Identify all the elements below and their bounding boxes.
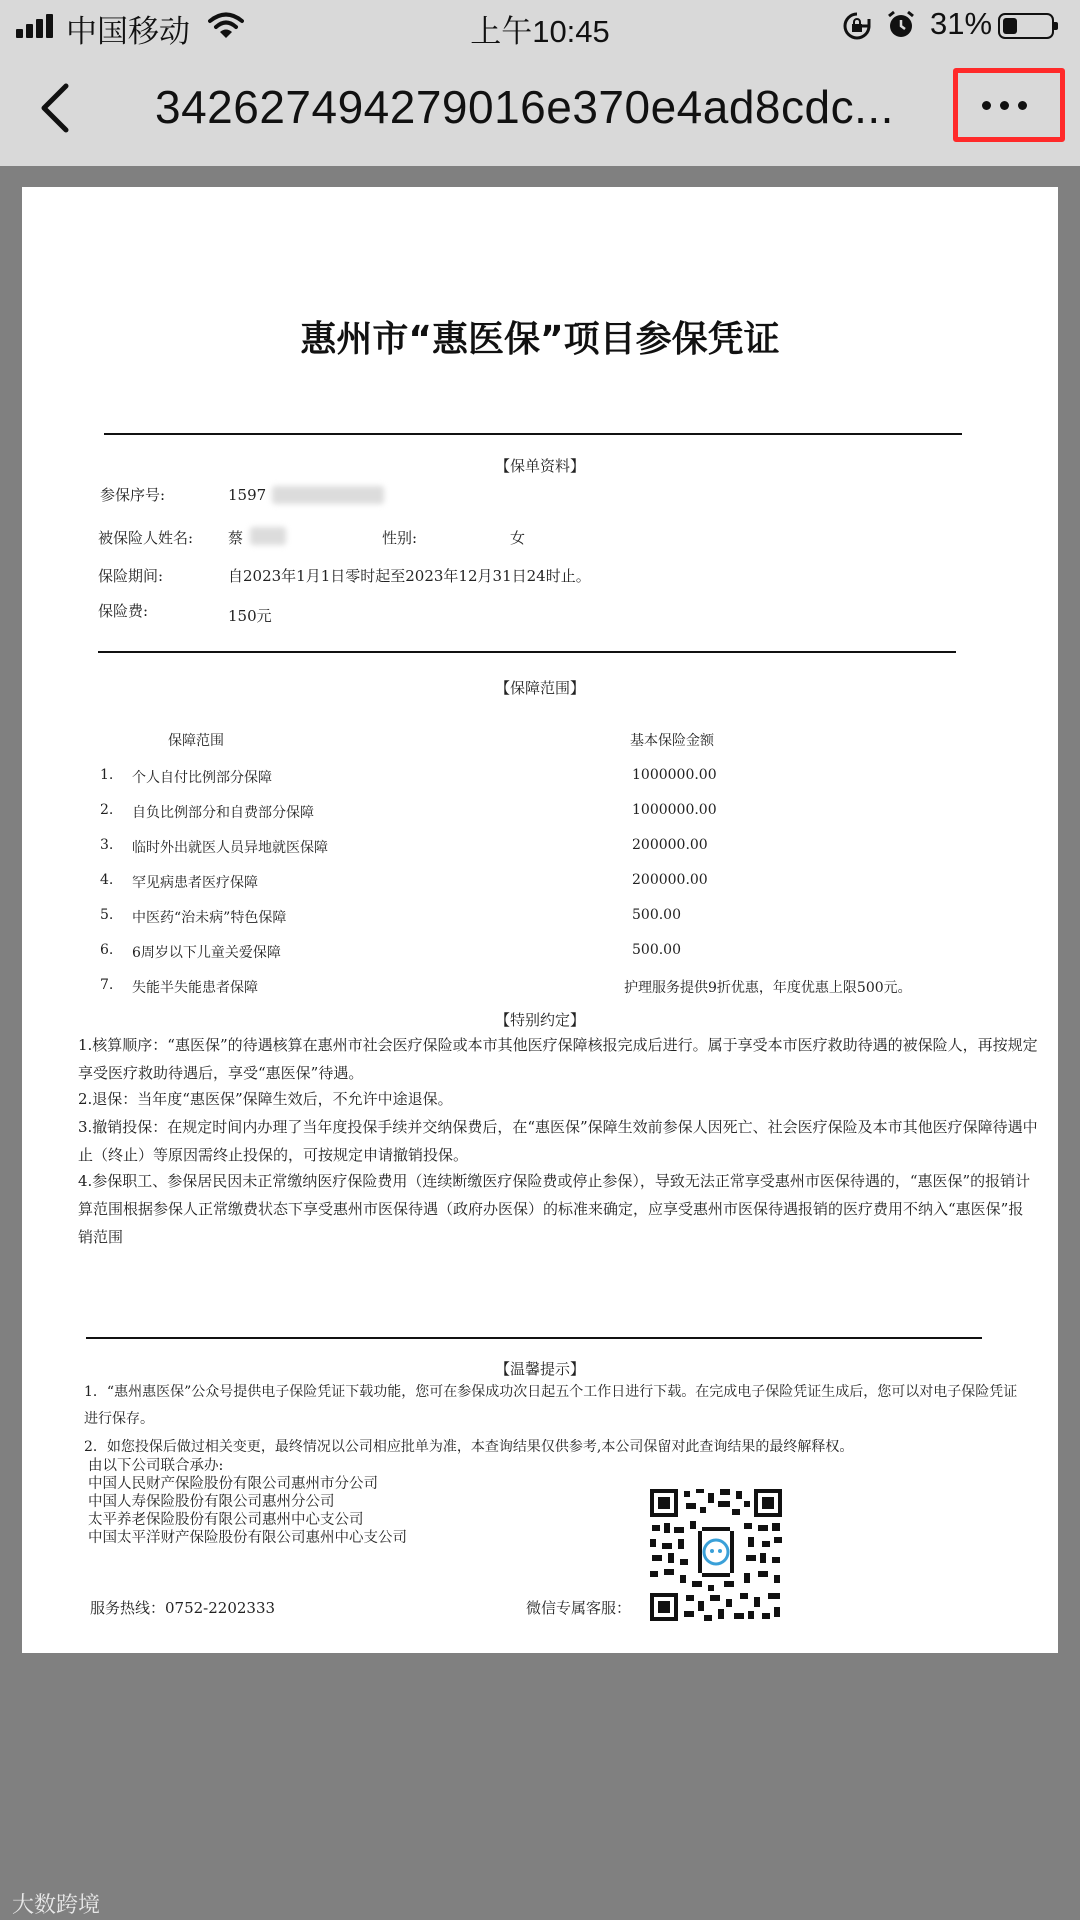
coverage-row-amount: 护理服务提供9折优惠，年度优惠上限500元。 bbox=[624, 980, 912, 996]
special-note: 4.参保职工、参保居民因未正常缴纳医疗保险费用（连续断缴医疗保险费或停止参保），导致无法正常享受惠州市医保待遇的，“惠医保”的报销计算范围根据参保人正常缴费状态下享受惠州市医保待遇（政府办医保）的标准来确定，应享受惠州市医保待遇报销的医疗费用不纳入“惠医保”报销范围 bbox=[78, 1172, 1031, 1246]
file-title: 342627494279016e370e4ad8cdc... bbox=[155, 81, 894, 133]
watermark: 大数跨境 bbox=[12, 1893, 101, 1918]
wechat-service-label: 微信专属客服： bbox=[526, 1599, 632, 1617]
rotation-lock-icon bbox=[842, 11, 872, 41]
coverage-row-name: 失能半失能患者保障 bbox=[132, 980, 258, 996]
underwriter-name: 中国人民财产保险股份有限公司惠州市分公司 bbox=[88, 1476, 378, 1492]
coverage-row-number: 2. bbox=[100, 802, 114, 818]
name-label: 被保险人姓名: bbox=[98, 529, 194, 547]
gender-value: 女 bbox=[510, 529, 526, 547]
coverage-row-name: 中医药“治未病”特色保障 bbox=[132, 910, 287, 926]
divider bbox=[86, 1337, 982, 1339]
clock: 上午10:45 bbox=[470, 14, 610, 49]
status-bar bbox=[0, 0, 1080, 52]
chevron-left-icon bbox=[30, 78, 90, 138]
nav-bar bbox=[0, 52, 1080, 166]
coverage-row-number: 6. bbox=[100, 942, 114, 958]
serial-value: 1597 bbox=[228, 486, 267, 504]
name-value: 蔡 bbox=[228, 529, 244, 547]
period-value: 自2023年1月1日零时起至2023年12月31日24时止。 bbox=[228, 567, 591, 585]
tip-item: 2．如您投保后做过相关变更，最终情况以公司相应批单为准，本查询结果仅供参考,本公司保留对此查询结果的最终解释权。 bbox=[84, 1439, 854, 1455]
battery-icon bbox=[998, 13, 1054, 39]
redacted-blur bbox=[272, 486, 384, 504]
serial-label: 参保序号: bbox=[100, 486, 166, 504]
qr-code[interactable] bbox=[648, 1487, 784, 1623]
underwriters-intro: 由以下公司联合承办: bbox=[88, 1458, 224, 1474]
coverage-row-name: 自负比例部分和自费部分保障 bbox=[132, 805, 314, 821]
special-note: 3.撤销投保：在规定时间内办理了当年度投保手续并交纳保费后，在“惠医保”保障生效前参保人因死亡、社会医疗保险及本市其他医疗保障待遇中止（终止）等原因需终止投保的，可按规定申请撤销投保。 bbox=[78, 1118, 1038, 1164]
coverage-row-name: 临时外出就医人员异地就医保障 bbox=[132, 840, 328, 856]
coverage-header-amount: 基本保险金额 bbox=[630, 733, 714, 749]
premium-value: 150元 bbox=[228, 607, 272, 625]
document-title: 惠州市“惠医保”项目参保凭证 bbox=[300, 319, 780, 360]
policy-section-heading: 【保单资料】 bbox=[494, 457, 585, 475]
redacted-blur bbox=[250, 527, 286, 545]
coverage-header-scope: 保障范围 bbox=[168, 733, 224, 749]
coverage-row-name: 罕见病患者医疗保障 bbox=[132, 875, 258, 891]
back-button[interactable] bbox=[30, 78, 90, 138]
tips-section-heading: 【温馨提示】 bbox=[494, 1360, 585, 1378]
gender-label: 性别: bbox=[382, 529, 418, 547]
coverage-section-heading: 【保障范围】 bbox=[494, 679, 585, 697]
coverage-row-number: 4. bbox=[100, 872, 114, 888]
battery-percent: 31% bbox=[930, 6, 993, 41]
alarm-icon bbox=[886, 9, 916, 41]
coverage-row-amount: 500.00 bbox=[632, 942, 681, 958]
coverage-row-number: 7. bbox=[100, 977, 114, 993]
underwriter-name: 中国太平洋财产保险股份有限公司惠州中心支公司 bbox=[88, 1530, 407, 1546]
special-note: 1.核算顺序：“惠医保”的待遇核算在惠州市社会医疗保险或本市其他医疗保障核报完成后进行。属于享受本市医疗救助待遇的被保险人，再按规定享受医疗救助待遇后，享受“惠医保”待遇。 bbox=[78, 1036, 1038, 1082]
period-label: 保险期间: bbox=[98, 567, 164, 585]
special-section-heading: 【特别约定】 bbox=[494, 1011, 585, 1029]
special-note: 2.退保：当年度“惠医保”保障生效后，不允许中途退保。 bbox=[78, 1090, 453, 1108]
service-hotline: 服务热线：0752-2202333 bbox=[90, 1599, 276, 1617]
document-page[interactable] bbox=[22, 187, 1058, 1653]
premium-label: 保险费: bbox=[98, 602, 149, 620]
coverage-row-amount: 200000.00 bbox=[632, 872, 708, 888]
carrier-name: 中国移动 bbox=[66, 14, 190, 49]
coverage-row-amount: 200000.00 bbox=[632, 837, 708, 853]
coverage-row-name: 个人自付比例部分保障 bbox=[132, 770, 272, 786]
coverage-row-number: 1. bbox=[100, 767, 114, 783]
underwriter-name: 太平养老保险股份有限公司惠州中心支公司 bbox=[88, 1512, 364, 1528]
divider bbox=[98, 651, 956, 653]
coverage-row-amount: 500.00 bbox=[632, 907, 681, 923]
coverage-row-amount: 1000000.00 bbox=[632, 802, 717, 818]
coverage-row-number: 5. bbox=[100, 907, 114, 923]
divider bbox=[104, 433, 962, 435]
tip-item: 1．“惠州惠医保”公众号提供电子保险凭证下载功能，您可在参保成功次日起五个工作日进行下载。在完成电子保险凭证生成后，您可以对电子保险凭证进行保存。 bbox=[84, 1384, 1018, 1427]
coverage-row-number: 3. bbox=[100, 837, 114, 853]
underwriter-name: 中国人寿保险股份有限公司惠州分公司 bbox=[88, 1494, 335, 1510]
more-options-button[interactable] bbox=[953, 68, 1065, 142]
coverage-row-amount: 1000000.00 bbox=[632, 767, 717, 783]
coverage-row-name: 6周岁以下儿童关爱保障 bbox=[132, 945, 281, 961]
